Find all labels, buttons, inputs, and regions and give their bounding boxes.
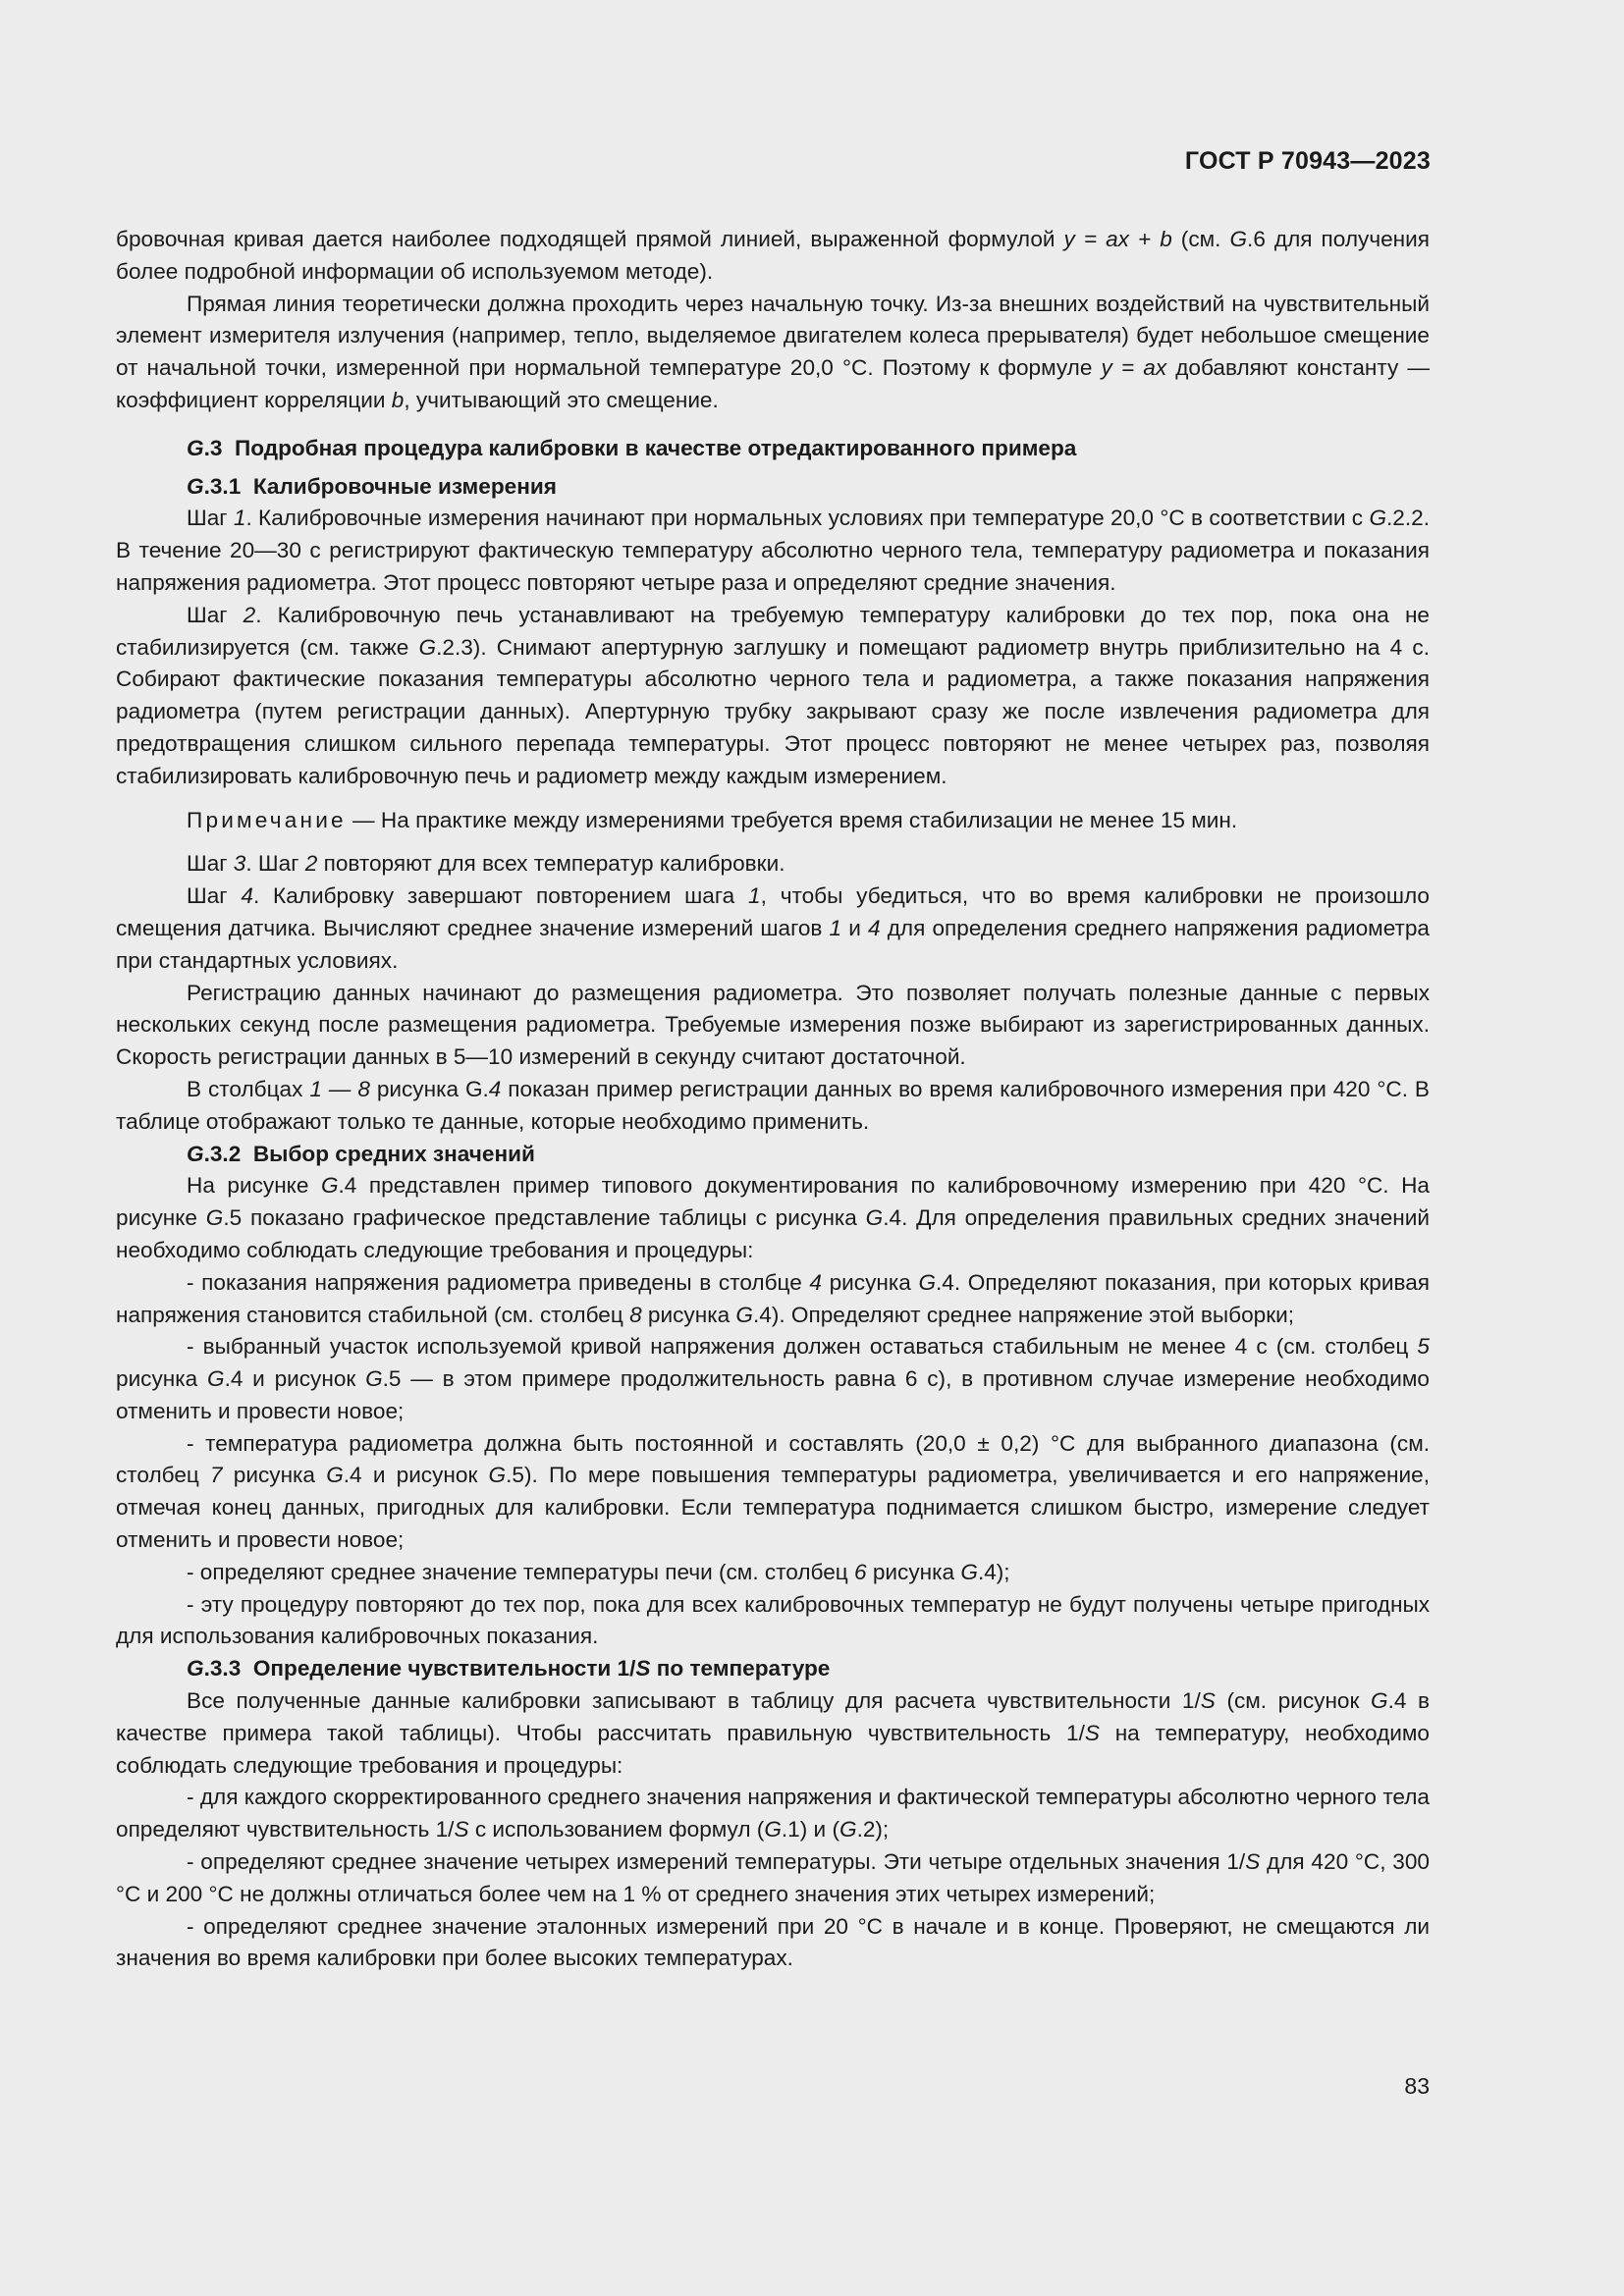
list-item: - для каждого скорректированного среднего значения напряжения и фактической температуры абсолютно черного тела определяют чувствительность 1/S с использованием формул (G.1) и (G.2);: [116, 1785, 1430, 1842]
paragraph-step-4: Шаг 4. Калибровку завершают повторением шага 1, чтобы убедиться, что во время калибровки не произошло смещения датчика. Вычисляют среднее значение измерений шагов 1 и 4 для определения среднего напряжения радиометра при стандартных условиях.: [116, 883, 1431, 973]
standard-code-header: ГОСТ Р 70943—2023: [1184, 147, 1431, 175]
section-heading-g33: G.3.3 Определение чувствительности 1/S по температуре: [187, 1656, 831, 1682]
section-heading-g3: G.3 Подробная процедура калибровки в качестве отредактированного примера: [187, 435, 1077, 460]
formula: y = ax: [1101, 355, 1167, 381]
section-heading-g32: G.3.2 Выбор средних значений: [187, 1141, 535, 1166]
paragraph-step-1: Шаг 1. Калибровочные измерения начинают при нормальных условиях при температуре 20,0 °С в соответствии с G.2.2. В течение 20—30 с регистрируют фактическую температуру абсолютно черного тела, температуру радиометра и показания напряжения радиометра. Этот процесс повторяют четыре раза и определяют средние значения.: [116, 506, 1430, 595]
paragraph-step-3: Шаг 3. Шаг 2 повторяют для всех температур калибровки.: [187, 851, 785, 877]
formula: y = ax + b: [1063, 227, 1172, 251]
note-label: Примечание: [187, 807, 347, 832]
paragraph-step-2: Шаг 2. Калибровочную печь устанавливают на требуемую температуру калибровки до тех пор, пока она не стабилизируется (см. также G.2.3). Снимают апертурную заглушку и помещают радиометр внутрь приблизительно на 4 с. Собирают фактические показания температуры абсолютно черного тела и радиометра, а также показания напряжения радиометра (путем регистрации данных). Апертурную трубку закрывают сразу же после извлечения радиометра для предотвращения слишком сильного перепада температуры. Этот процесс повторяют не менее четырех раз, позволяя стабилизировать калибровочную печь и радиометр между каждым измерением.: [116, 602, 1430, 788]
page-body: [116, 224, 1430, 1975]
list-item: - определяют среднее значение температуры печи (см. столбец 6 рисунка G.4);: [187, 1559, 1010, 1584]
section-heading-g31: G.3.1 Калибровочные измерения: [187, 473, 557, 499]
list-item: - температура радиометра должна быть постоянной и составлять (20,0 ± 0,2) °С для выбранного диапазона (см. столбец 7 рисунка G.4 и рисунок G.5). По мере повышения температуры радиометра, увеличивается и его напряжение, отмечая конец данных, пригодных для калибровки. Если температура поднимается слишком быстро, измерение следует отменить и провести новое;: [116, 1430, 1430, 1553]
paragraph-figure: На рисунке G.4 представлен пример типового документирования по калибровочному измерению при 420 °С. На рисунке G.5 показано графическое представление таблицы с рисунка G.4. Для определения правильных средних значений необходимо соблюдать следующие требования и процедуры:: [116, 1173, 1430, 1262]
paragraph-columns: В столбцах 1 — 8 рисунка G.4 показан пример регистрации данных во время калибровочного измерения при 420 °С. В таблице отображают только те данные, которые необходимо применить.: [116, 1076, 1430, 1134]
list-item: - выбранный участок используемой кривой напряжения должен оставаться стабильным не менее 4 с (см. столбец 5 рисунка G.4 и рисунок G.5 — в этом примере продолжительность равна 6 с), в противном случае измерение необходимо отменить и провести новое;: [116, 1334, 1430, 1423]
page-number: 83: [1404, 2073, 1430, 2099]
list-item: - показания напряжения радиометра приведены в столбце 4 рисунка G.4. Определяют показания, при которых кривая напряжения становится стабильной (см. столбец 8 рисунка G.4). Определяют среднее напряжение этой выборки;: [116, 1269, 1430, 1327]
paragraph-sensitivity: Все полученные данные калибровки записывают в таблицу для расчета чувствительности 1/S (см. рисунок G.4 в качестве примера такой таблицы). Чтобы рассчитать правильную чувствительность 1/S на температуру, необходимо соблюдать следующие требования и процедуры:: [116, 1688, 1431, 1778]
paragraph-registration: Регистрацию данных начинают до размещения радиометра. Это позволяет получать полезные данные с первых нескольких секунд после размещения радиометра. Требуемые измерения позже выбирают из зарегистрированных данных. Скорость регистрации данных в 5—10 измерений в секунду считают достаточной.: [116, 980, 1430, 1070]
list-item: - эту процедуру повторяют до тех пор, пока для всех калибровочных температур не будут получены четыре пригодных для использования калибровочных показания.: [116, 1591, 1430, 1649]
paragraph-straight-line: Прямая линия теоретически должна проходить через начальную точку. Из-за внешних воздействий на чувствительный элемент измерителя излучения (например, тепло, выделяемое двигателем колеса прерывателя) будет небольшое смещение от начальной точки, измеренной при нормальной температуре 20,0 °С. Поэтому к формуле y = ax добавляют константу — коэффициент корреляции b, учитывающий это смещение.: [116, 291, 1430, 412]
list-item: - определяют среднее значение четырех измерений температуры. Эти четыре отдельных значения 1/S для 420 °С, 300 °С и 200 °С не должны отличаться более чем на 1 % от среднего значения этих четырех измерений;: [116, 1849, 1430, 1906]
paragraph-formula: бровочная кривая дается наиболее подходящей прямой линией, выраженной формулой y = ax + b (см. G.6 для получения более подробной информации об используемом методе).: [116, 227, 1431, 284]
note: Примечание — На практике между измерениями требуется время стабилизации не менее 15 мин.: [187, 807, 1238, 832]
list-item: - определяют среднее значение эталонных измерений при 20 °С в начале и в конце. Проверяют, не смещаются ли значения во время калибровки при более высоких температурах.: [116, 1913, 1430, 1971]
